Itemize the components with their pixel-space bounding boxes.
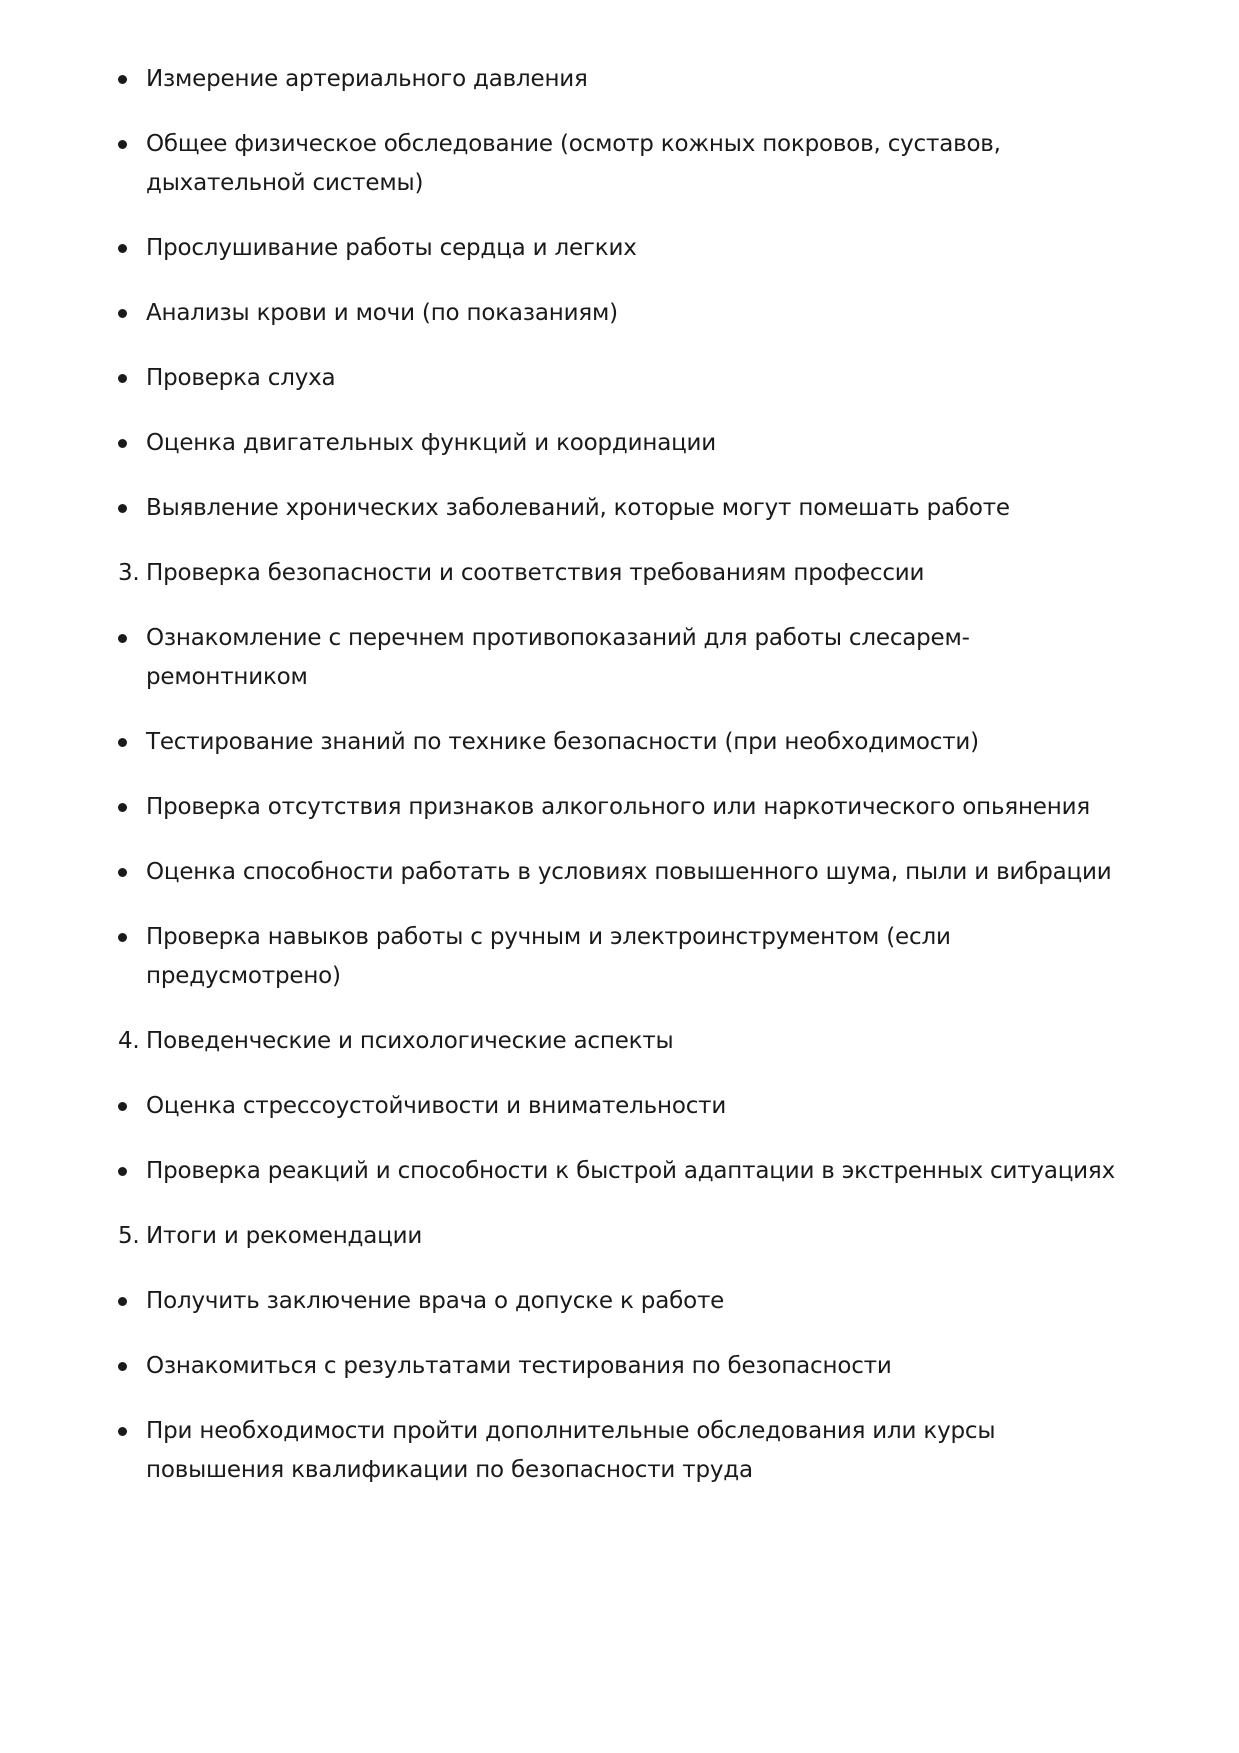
list-item: [0, 1347, 1239, 1386]
list-item: [0, 1412, 1239, 1490]
bullet-marker: [118, 1167, 127, 1176]
list-item: [0, 918, 1239, 996]
bullet-marker: [118, 1362, 127, 1371]
list-item-text: Оценка двигательных функций и координации: [146, 430, 717, 456]
list-item-text: Получить заключение врача о допуске к работе: [146, 1288, 725, 1314]
list-item: [0, 60, 1239, 99]
bullet-marker: [118, 75, 127, 84]
list-item-text: Проверка слуха: [146, 365, 336, 391]
bullet-marker: [118, 504, 127, 513]
bullet-marker: [118, 634, 127, 643]
list-item: [0, 1152, 1239, 1191]
section-heading: [0, 1217, 1239, 1256]
section-heading-text: Проверка безопасности и соответствия требованиям профессии: [146, 560, 925, 586]
list-item: [0, 424, 1239, 463]
bullet-marker: [118, 933, 127, 942]
list-item: [0, 359, 1239, 398]
section-number: 5.: [118, 1223, 140, 1249]
bullet-marker: [118, 1102, 127, 1111]
list-item-text: Ознакомиться с результатами тестирования по безопасности: [146, 1353, 892, 1379]
bullet-marker: [118, 868, 127, 877]
section-heading-text: Поведенческие и психологические аспекты: [146, 1028, 674, 1054]
section-number: 3.: [118, 560, 140, 586]
list-item-text: Выявление хронических заболеваний, которые могут помешать работе: [146, 495, 1010, 521]
list-item-text: Прослушивание работы сердца и легких: [146, 235, 637, 261]
bullet-marker: [118, 140, 127, 149]
bullet-marker: [118, 1297, 127, 1306]
list-item-text: Оценка способности работать в условиях повышенного шума, пыли и вибрации: [146, 859, 1112, 885]
bullet-marker: [118, 439, 127, 448]
list-item-text: Ознакомление с перечнем противопоказаний для работы слесарем-ремонтником: [146, 625, 970, 690]
bullet-marker: [118, 1427, 127, 1436]
list-item: [0, 125, 1239, 203]
list-item-text: Анализы крови и мочи (по показаниям): [146, 300, 618, 326]
list-item: [0, 788, 1239, 827]
list-item: [0, 853, 1239, 892]
list-item: [0, 294, 1239, 333]
list-item-text: Тестирование знаний по технике безопасности (при необходимости): [146, 729, 979, 755]
list-item-text: Проверка навыков работы с ручным и электроинструментом (если предусмотрено): [146, 924, 951, 989]
bullet-marker: [118, 244, 127, 253]
list-item: [0, 1087, 1239, 1126]
list-item-text: При необходимости пройти дополнительные обследования или курсы повышения квалификации по безопасности труда: [146, 1418, 996, 1483]
section-heading-text: Итоги и рекомендации: [146, 1223, 423, 1249]
list-item: [0, 619, 1239, 697]
list-item: [0, 489, 1239, 528]
section-number: 4.: [118, 1028, 140, 1054]
checklist: [0, 60, 1239, 1516]
list-item: [0, 229, 1239, 268]
list-item: [0, 723, 1239, 762]
bullet-marker: [118, 803, 127, 812]
list-item-text: Измерение артериального давления: [146, 66, 588, 92]
list-item: [0, 1282, 1239, 1321]
section-heading: [0, 554, 1239, 593]
list-item-text: Проверка отсутствия признаков алкогольного или наркотического опьянения: [146, 794, 1090, 820]
list-item-text: Проверка реакций и способности к быстрой адаптации в экстренных ситуациях: [146, 1158, 1115, 1184]
bullet-marker: [118, 738, 127, 747]
bullet-marker: [118, 309, 127, 318]
section-heading: [0, 1022, 1239, 1061]
list-item-text: Оценка стрессоустойчивости и внимательности: [146, 1093, 727, 1119]
bullet-marker: [118, 374, 127, 383]
list-item-text: Общее физическое обследование (осмотр кожных покровов, суставов, дыхательной системы): [146, 131, 1001, 196]
